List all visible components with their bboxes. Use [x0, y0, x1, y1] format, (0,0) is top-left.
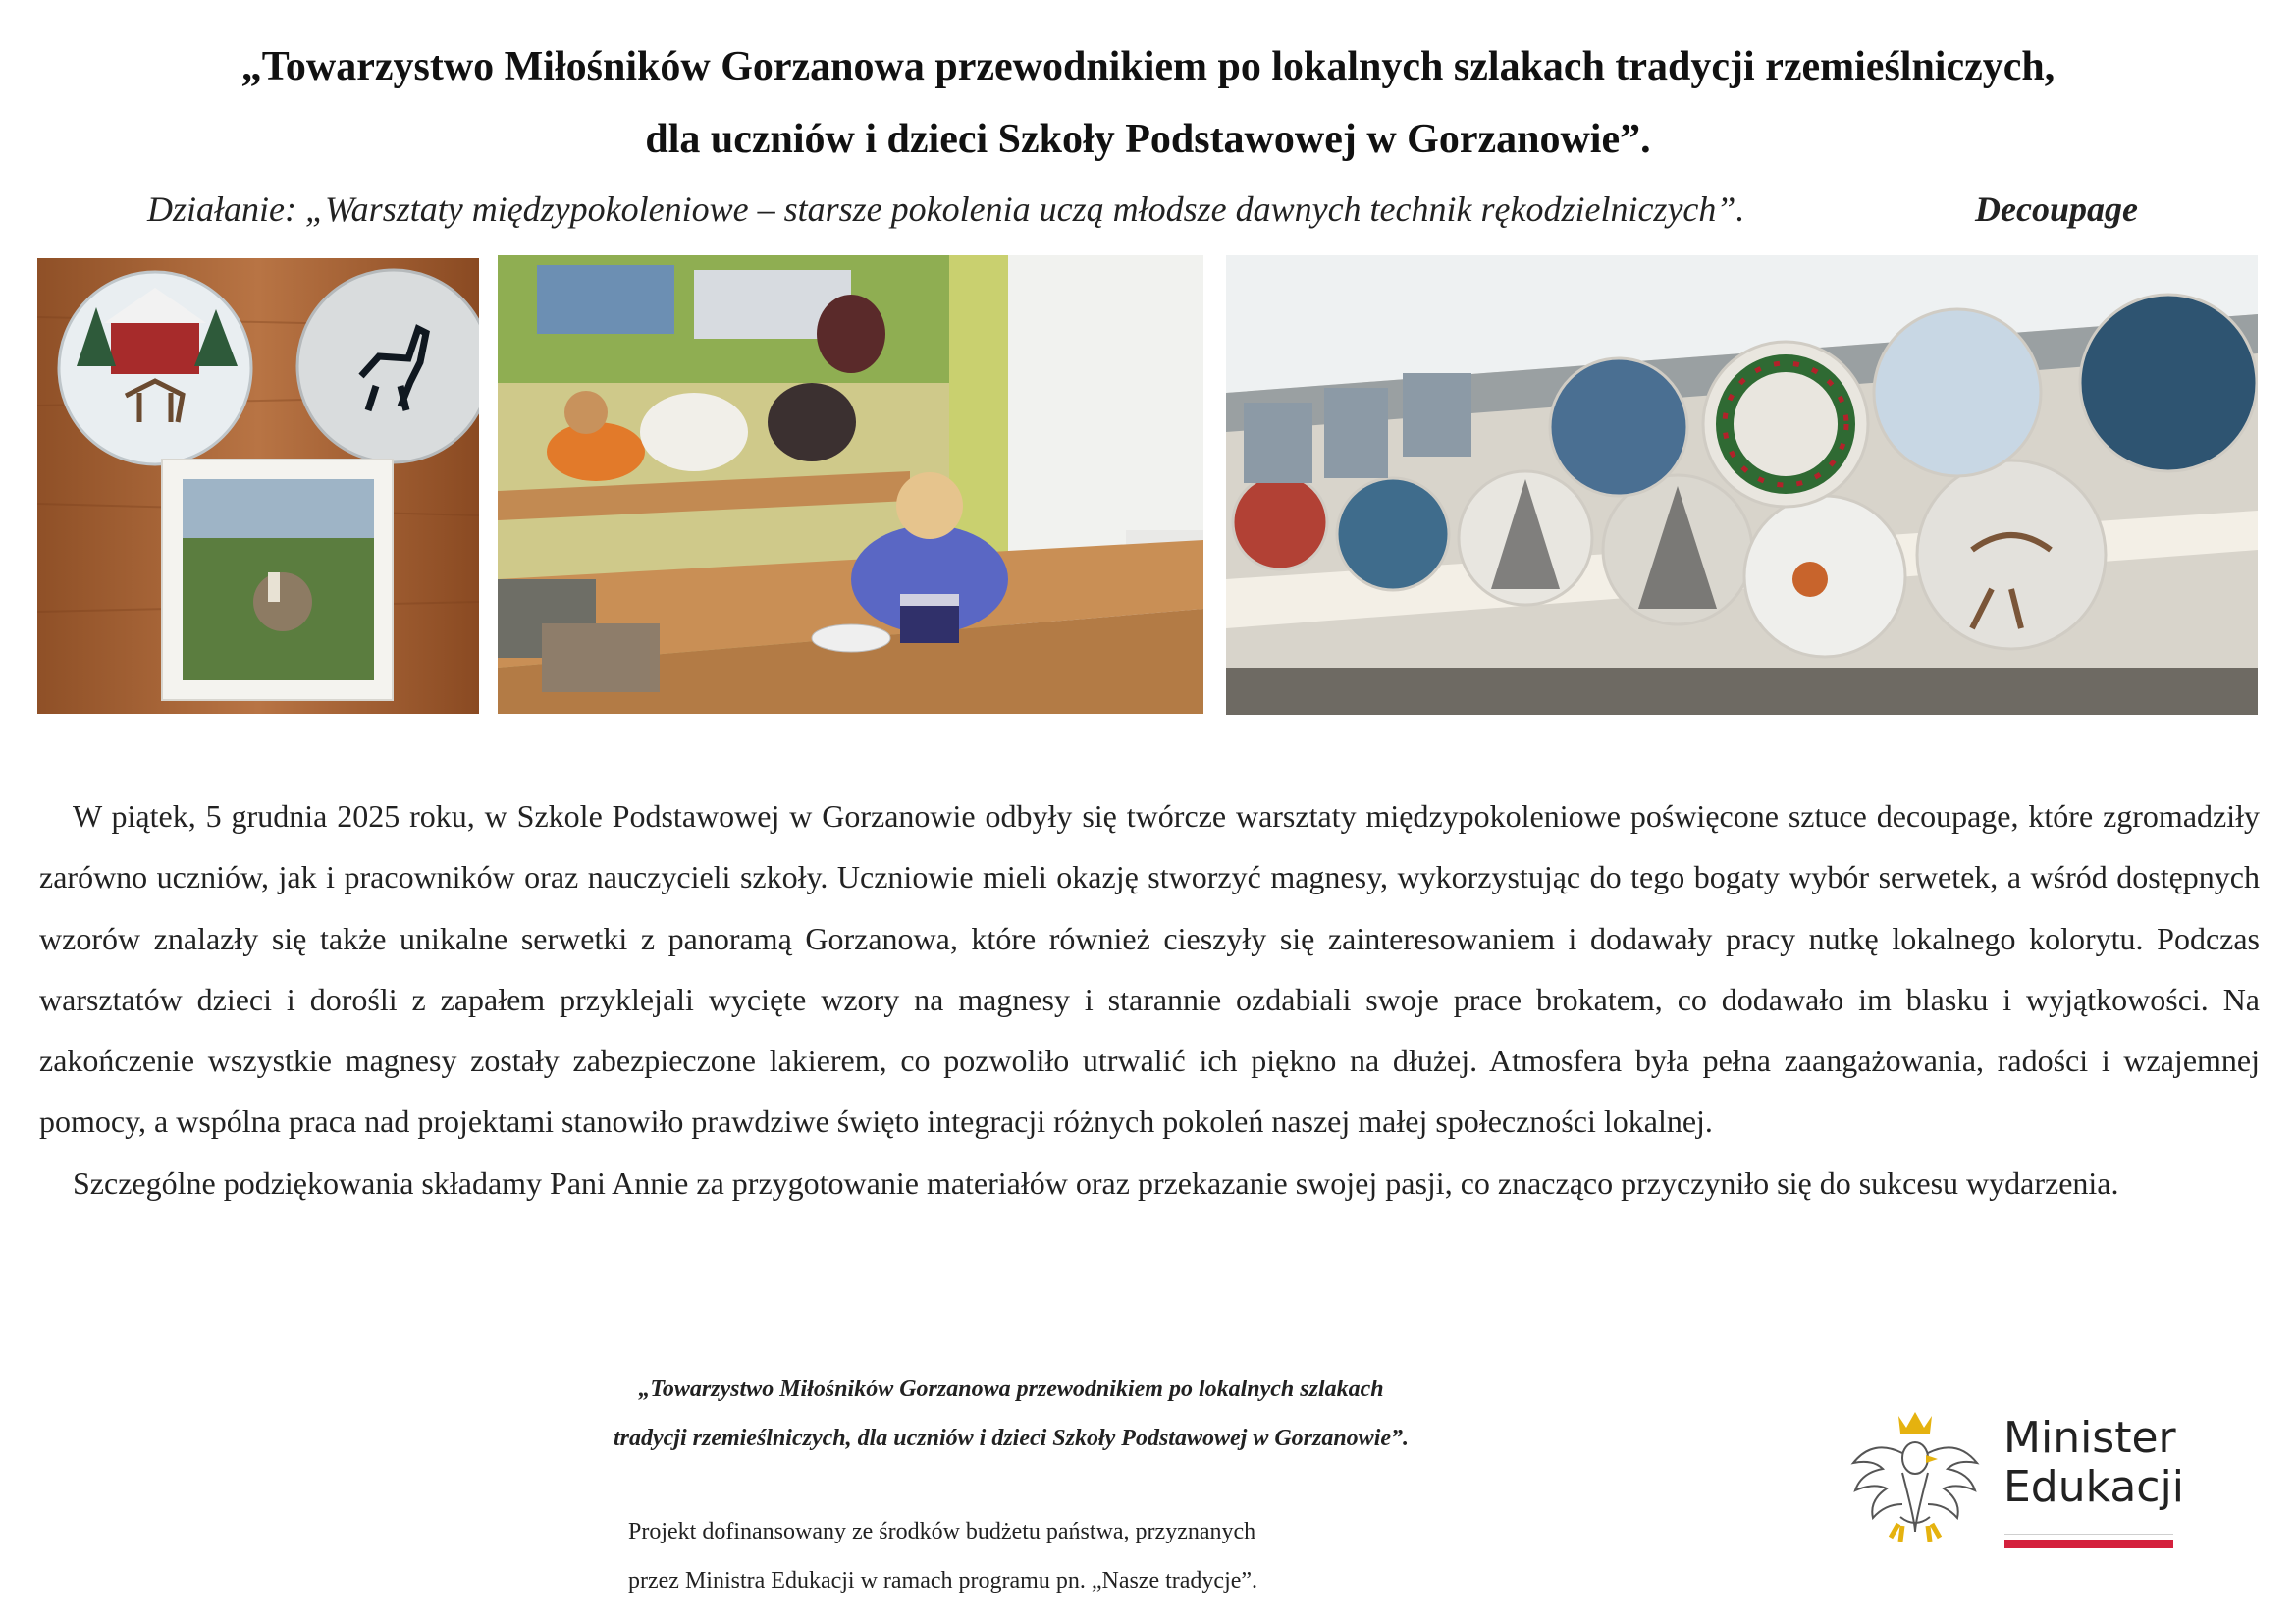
- polish-eagle-emblem-icon: [1842, 1404, 1989, 1551]
- funding-line-2: przez Ministra Edukacji w ramach programu pn. „Nasze tradycje”.: [628, 1568, 1258, 1594]
- page-title-line-1: „Towarzystwo Miłośników Gorzanowa przewodnikiem po lokalnych szlakach tradycji rzemieślniczych,: [240, 44, 2056, 89]
- technique-tag: Decoupage: [1975, 189, 2138, 229]
- funding-line-1: Projekt dofinansowany ze środków budżetu państwa, przyznanych: [628, 1519, 1256, 1544]
- action-row: [147, 189, 2160, 236]
- page-title-line-2: dla uczniów i dzieci Szkoły Podstawowej w Gorzanowie”.: [645, 117, 1651, 162]
- action-subtitle: Działanie: „Warsztaty międzypokoleniowe – starsze pokolenia uczą młodsze dawnych technik rękodzielniczych”.: [147, 189, 1745, 229]
- article-body: [39, 785, 2260, 1214]
- plates-display-image: [1226, 255, 2258, 715]
- project-name-footer: [471, 1365, 1551, 1463]
- minister-edukacji-logo: [1842, 1399, 2195, 1561]
- decoupage-plates-image: [37, 258, 479, 714]
- project-name-line-1: „Towarzystwo Miłośników Gorzanowa przewodnikiem po lokalnych szlakach: [638, 1377, 1384, 1402]
- logo-line-1: Minister: [2003, 1413, 2176, 1463]
- flag-red-stripe: [2004, 1540, 2173, 1548]
- logo-line-2: Edukacji: [2003, 1462, 2184, 1512]
- workshop-classroom-image: [498, 255, 1203, 714]
- photo-decoupage-plates: [37, 258, 479, 714]
- article-paragraph-2: Szczególne podziękowania składamy Pani Annie za przygotowanie materiałów oraz przekazanie swojej pasji, co znacząco przyczyniło się do sukcesu wydarzenia.: [73, 1164, 2119, 1201]
- photo-plates-display: [1226, 255, 2258, 715]
- funding-note: [628, 1507, 1414, 1605]
- polish-flag-stripe: [2004, 1534, 2173, 1548]
- article-paragraph-1: W piątek, 5 grudnia 2025 roku, w Szkole Podstawowej w Gorzanowie odbyły się twórcze warsztaty międzypokoleniowe poświęcone sztuce decoupage, które zgromadziły zarówno uczniów, jak i pracowników oraz nauczycieli szkoły. Uczniowie mieli okazję stworzyć magnesy, wykorzystując do tego bogaty wybór serwetek, a wśród dostępnych wzorów znalazły się także unikalne serwetki z panoramą Gorzanowa, które również cieszyły się zainteresowaniem i dodawały pracy nutkę lokalnego kolorytu. Podczas warsztatów dzieci i dorośli z zapałem przyklejali wycięte wzory na magnesy i starannie ozdabiali swoje prace brokatem, co dodawało im blasku i wyjątkowości. Na zakończenie wszystkie magnesy zostały zabezpieczone lakierem, co pozwoliło utrwalić ich piękno na dłużej. Atmosfera była pełna zaangażowania, radości i wzajemnej pomocy, a wspólna praca nad projektami stanowiło prawdziwe święto integracji różnych pokoleń naszej małej społeczności lokalnej.: [39, 798, 2260, 1140]
- project-name-line-2: tradycji rzemieślniczych, dla uczniów i dzieci Szkoły Podstawowej w Gorzanowie”.: [613, 1426, 1410, 1451]
- photo-workshop-classroom: [498, 255, 1203, 714]
- logo-wordmark: [2003, 1414, 2184, 1512]
